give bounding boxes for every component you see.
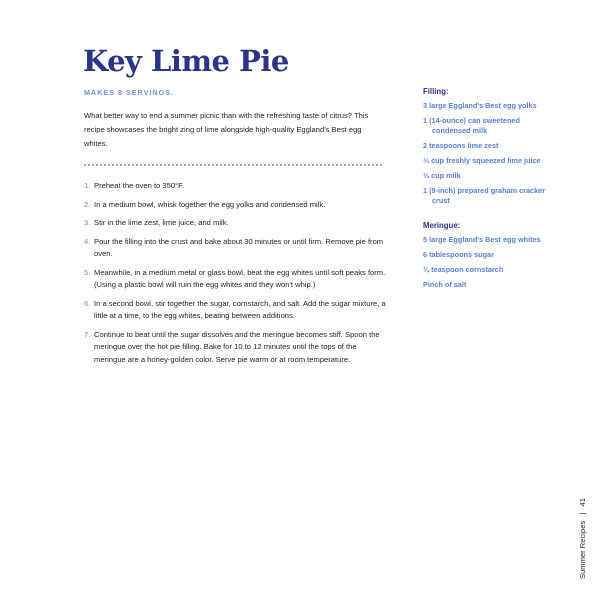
step-item xyxy=(84,329,390,366)
step-item xyxy=(84,298,390,323)
step-text: Meanwhile, in a medium metal or glass bowl, beat the egg whites until soft peaks form. (Using a plastic bowl will ruin the egg whites and they won't whip.) xyxy=(94,267,386,290)
ingredient-item: ¼ teaspoon cornstarch xyxy=(423,264,504,274)
filling-heading: Filling: xyxy=(423,87,449,96)
step-text: Stir in the lime zest, lime juice, and milk. xyxy=(94,218,229,228)
step-text: In a second bowl, stir together the sugar, cornstarch, and salt. Add the sugar mixture, a little at a time, to the egg whites, beating between additions. xyxy=(94,298,386,321)
step-number: 4. xyxy=(84,236,91,246)
ingredient-item: Pinch of salt xyxy=(423,279,467,289)
step-number: 7. xyxy=(84,329,91,339)
servings-label: MAKES 8 SERVINGS. xyxy=(84,88,174,97)
section-name: Summer Recipes xyxy=(578,520,587,579)
step-item xyxy=(84,217,390,229)
page-number: 41 xyxy=(578,498,587,507)
ingredient-item: 6 tablespoons sugar xyxy=(423,249,494,259)
step-item xyxy=(84,267,390,292)
step-text: Pour the filling into the crust and bake about 30 minutes or until firm. Remove pie from oven. xyxy=(94,236,384,259)
recipe-intro: What better way to end a summer picnic than with the refreshing taste of citrus? This recipe showcases the bright zing of lime alongside high-quality Eggland's Best egg whites. xyxy=(84,111,369,148)
meringue-heading: Meringue: xyxy=(423,220,461,230)
step-item xyxy=(84,199,390,211)
step-text: In a medium bowl, whisk together the egg yolks and condensed milk. xyxy=(94,199,326,209)
footer-separator: | xyxy=(578,512,587,515)
step-text: Preheat the oven to 350°F. xyxy=(94,181,185,190)
ingredient-item: 2 teaspoons lime zest xyxy=(423,141,499,151)
ingredient-item: ⅓ cup milk xyxy=(423,171,461,181)
recipe-title: Key Lime Pie xyxy=(83,44,289,78)
instructions-list xyxy=(84,180,390,372)
ingredient-item: ⅓ cup freshly squeezed lime juice xyxy=(423,156,541,166)
filling-ingredients xyxy=(423,101,548,207)
step-number: 5. xyxy=(84,267,91,277)
ingredient-item: 1 (14-ounce) can sweetened condensed milk xyxy=(423,116,520,136)
ingredient-item: 5 large Eggland's Best egg whites xyxy=(423,234,541,244)
meringue-ingredients xyxy=(423,235,548,290)
step-item xyxy=(84,180,390,192)
step-item xyxy=(84,236,390,261)
ingredient-item: 1 (9-inch) prepared graham cracker crust xyxy=(423,186,546,206)
step-number: 3. xyxy=(84,218,91,228)
ingredients-panel xyxy=(423,87,548,304)
page-footer xyxy=(578,498,587,579)
step-text: Continue to beat until the sugar dissolves and the meringue becomes stiff. Spoon the meringue over the hot pie filling. Bake for 10 to 12 minutes until the tops of the meringue are a honey-golden color. Serve pie warm or at room temperature. xyxy=(94,329,380,364)
ingredient-item: 3 large Eggland's Best egg yolks xyxy=(423,101,537,110)
step-number: 6. xyxy=(84,298,91,308)
step-number: 1. xyxy=(84,181,91,190)
step-number: 2. xyxy=(84,199,91,209)
dotted-divider xyxy=(84,164,382,166)
